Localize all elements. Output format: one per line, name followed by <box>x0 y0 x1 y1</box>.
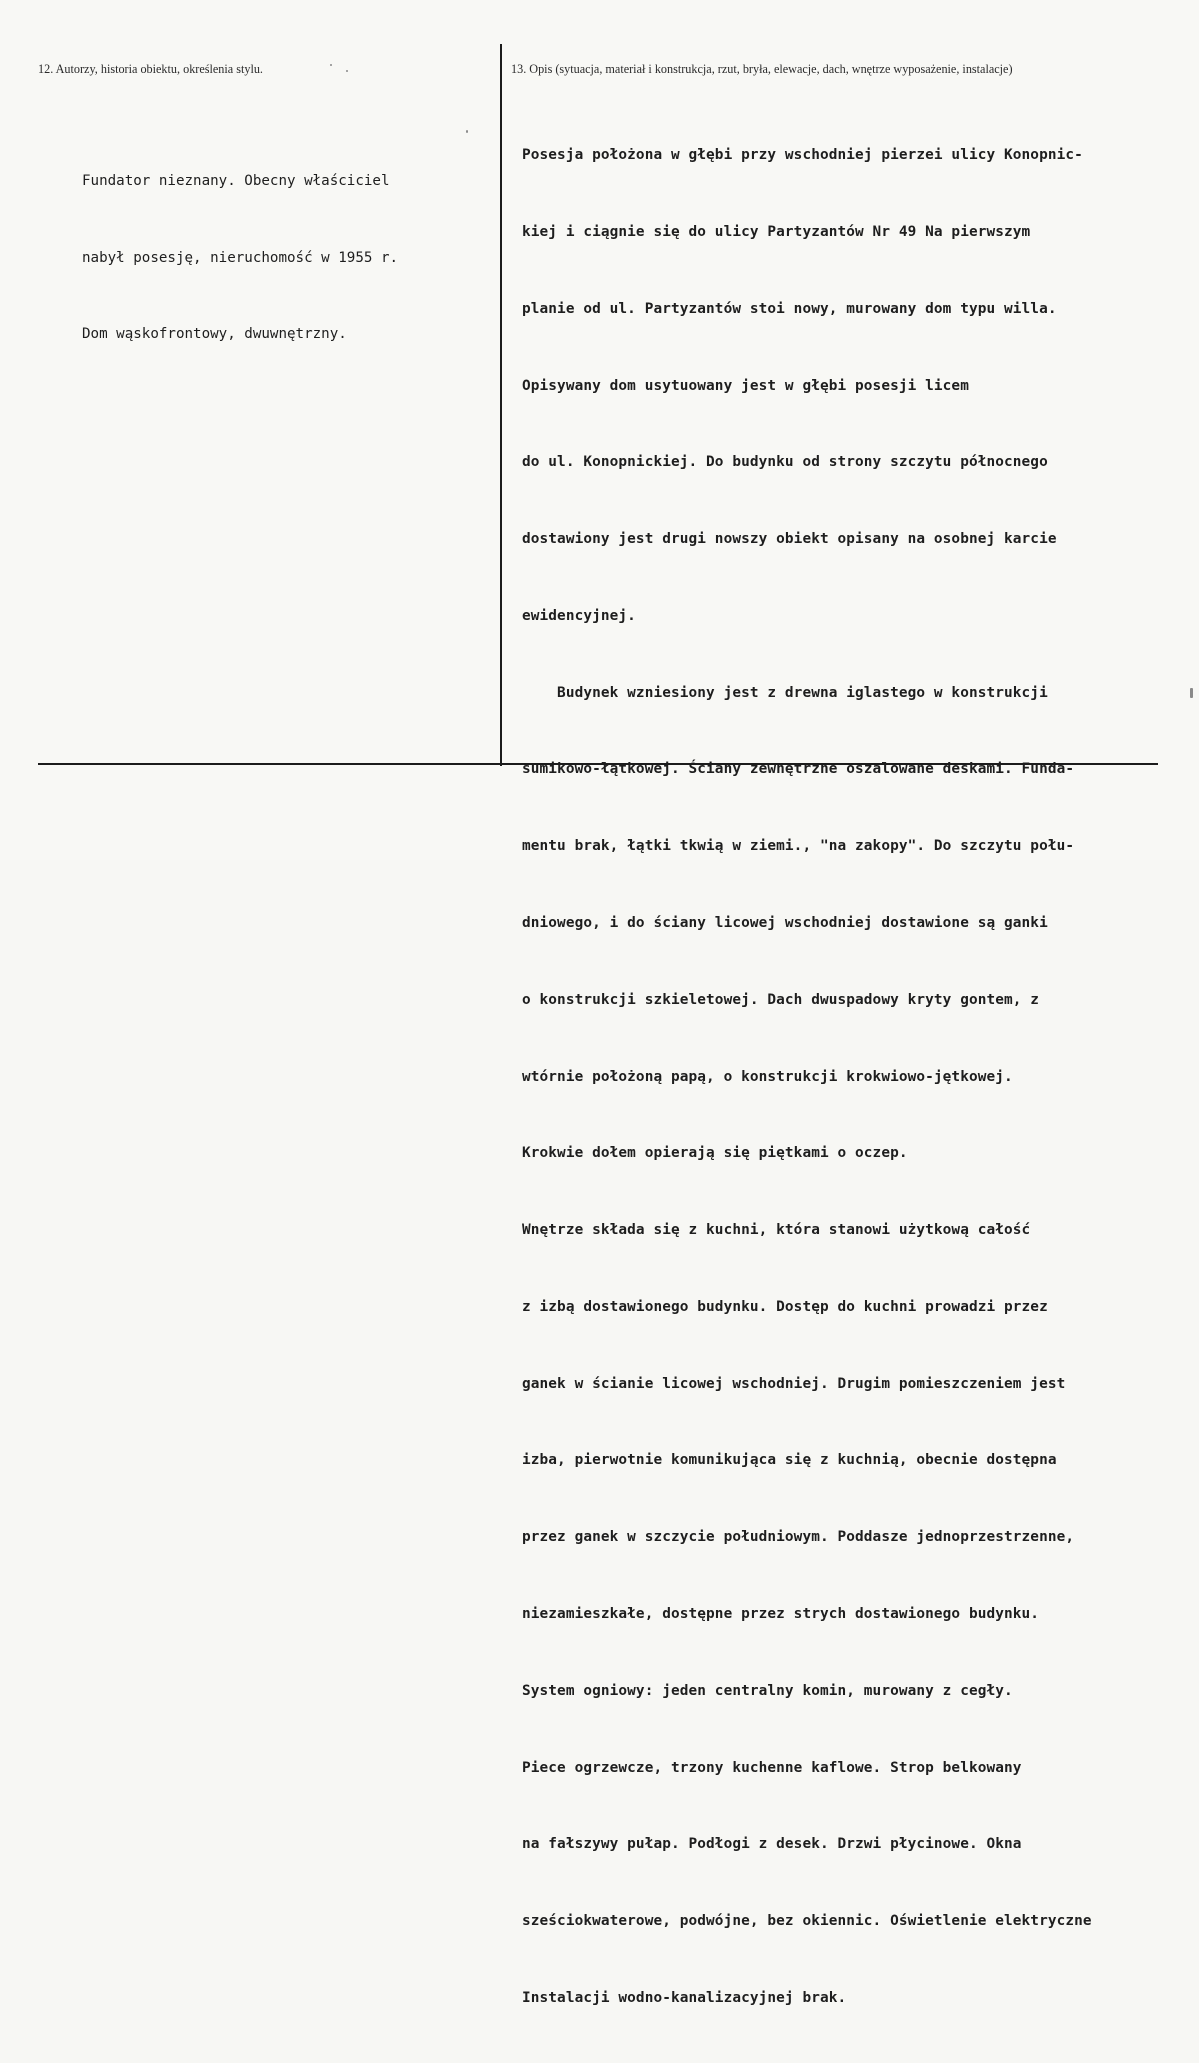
section-13-line: izba, pierwotnie komunikująca się z kuchnią, obecnie dostępna <box>522 1452 1057 1469</box>
section-12-body <box>82 118 398 399</box>
section-12-header: 12. Autorzy, historia obiektu, określenia stylu. <box>38 62 263 76</box>
paper-speck <box>346 70 348 72</box>
section-13-line: mentu brak, łątki tkwią w ziemi., "na zakopy". Do szczytu połu- <box>522 838 1075 855</box>
section-13-line: o konstrukcji szkieletowej. Dach dwuspadowy kryty gontem, z <box>522 991 1040 1008</box>
section-13-line: dniowego, i do ściany licowej wschodniej dostawione są ganki <box>522 915 1048 931</box>
section-13-line: ewidencyjnej. <box>522 607 636 624</box>
column-divider <box>500 44 502 766</box>
section-13-line: planie od ul. Partyzantów stoi nowy, murowany dom typu willa. <box>522 300 1057 317</box>
section-13-body <box>522 92 1092 2063</box>
paper-speck <box>330 64 332 66</box>
section-13-line: wtórnie położoną papą, o konstrukcji krokwiowo-jętkowej. <box>522 1068 1013 1085</box>
section-13-line: Posesja położona w głębi przy wschodniej pierzei ulicy Konopnic- <box>522 147 1083 164</box>
section-13-header: 13. Opis (sytuacja, materiał i konstrukcja, rzut, bryła, elewacje, dach, wnętrze wyposażenie, instalacje) <box>511 62 1013 76</box>
section-13-line: do ul. Konopnickiej. Do budynku od strony szczytu północnego <box>522 454 1048 471</box>
section-13-line: z izbą dostawionego budynku. Dostęp do kuchni prowadzi przez <box>522 1298 1048 1315</box>
section-13-line: Piece ogrzewcze, trzony kuchenne kaflowe. Strop belkowany <box>522 1759 1022 1776</box>
paper-speck <box>1190 688 1193 698</box>
section-13-line: Budynek wzniesiony jest z drewna iglastego w konstrukcji <box>522 684 1048 701</box>
paper-speck <box>466 130 468 133</box>
section-13-line: niezamieszkałe, dostępne przez strych dostawionego budynku. <box>522 1606 1040 1623</box>
section-13-line: dostawiony jest drugi nowszy obiekt opisany na osobnej karcie <box>522 531 1057 548</box>
section-13-line: Wnętrze składa się z kuchni, która stanowi użytkową całość <box>522 1222 1031 1239</box>
section-13-line: System ogniowy: jeden centralny komin, murowany z cegły. <box>522 1682 1013 1699</box>
section-13-line: przez ganek w szczycie południowym. Poddasze jednoprzestrzenne, <box>522 1529 1075 1546</box>
section-12-line: Fundator nieznany. Obecny właściciel <box>82 173 390 189</box>
section-12-line: nabył posesję, nieruchomość w 1955 r. <box>82 249 399 266</box>
section-12-line: Dom wąskofrontowy, dwuwnętrzny. <box>82 326 347 342</box>
section-13-line: sumikowo-łątkowej. Ściany zewnętrzne oszalowane deskami. Funda- <box>522 761 1075 778</box>
section-13-line: Instalacji wodno-kanalizacyjnej brak. <box>522 1989 847 2006</box>
section-13-line: Krokwie dołem opierają się piętkami o oczep. <box>522 1145 908 1162</box>
section-13-line: Opisywany dom usytuowany jest w głębi posesji licem <box>522 377 969 394</box>
section-13-line: sześciokwaterowe, podwójne, bez okiennic. Oświetlenie elektryczne <box>522 1913 1092 1930</box>
section-13-line: ganek w ścianie licowej wschodniej. Drugim pomieszczeniem jest <box>522 1375 1066 1392</box>
section-13-line: na fałszywy pułap. Podłogi z desek. Drzwi płycinowe. Okna <box>522 1836 1022 1853</box>
section-13-line: kiej i ciągnie się do ulicy Partyzantów Nr 49 Na pierwszym <box>522 223 1031 240</box>
